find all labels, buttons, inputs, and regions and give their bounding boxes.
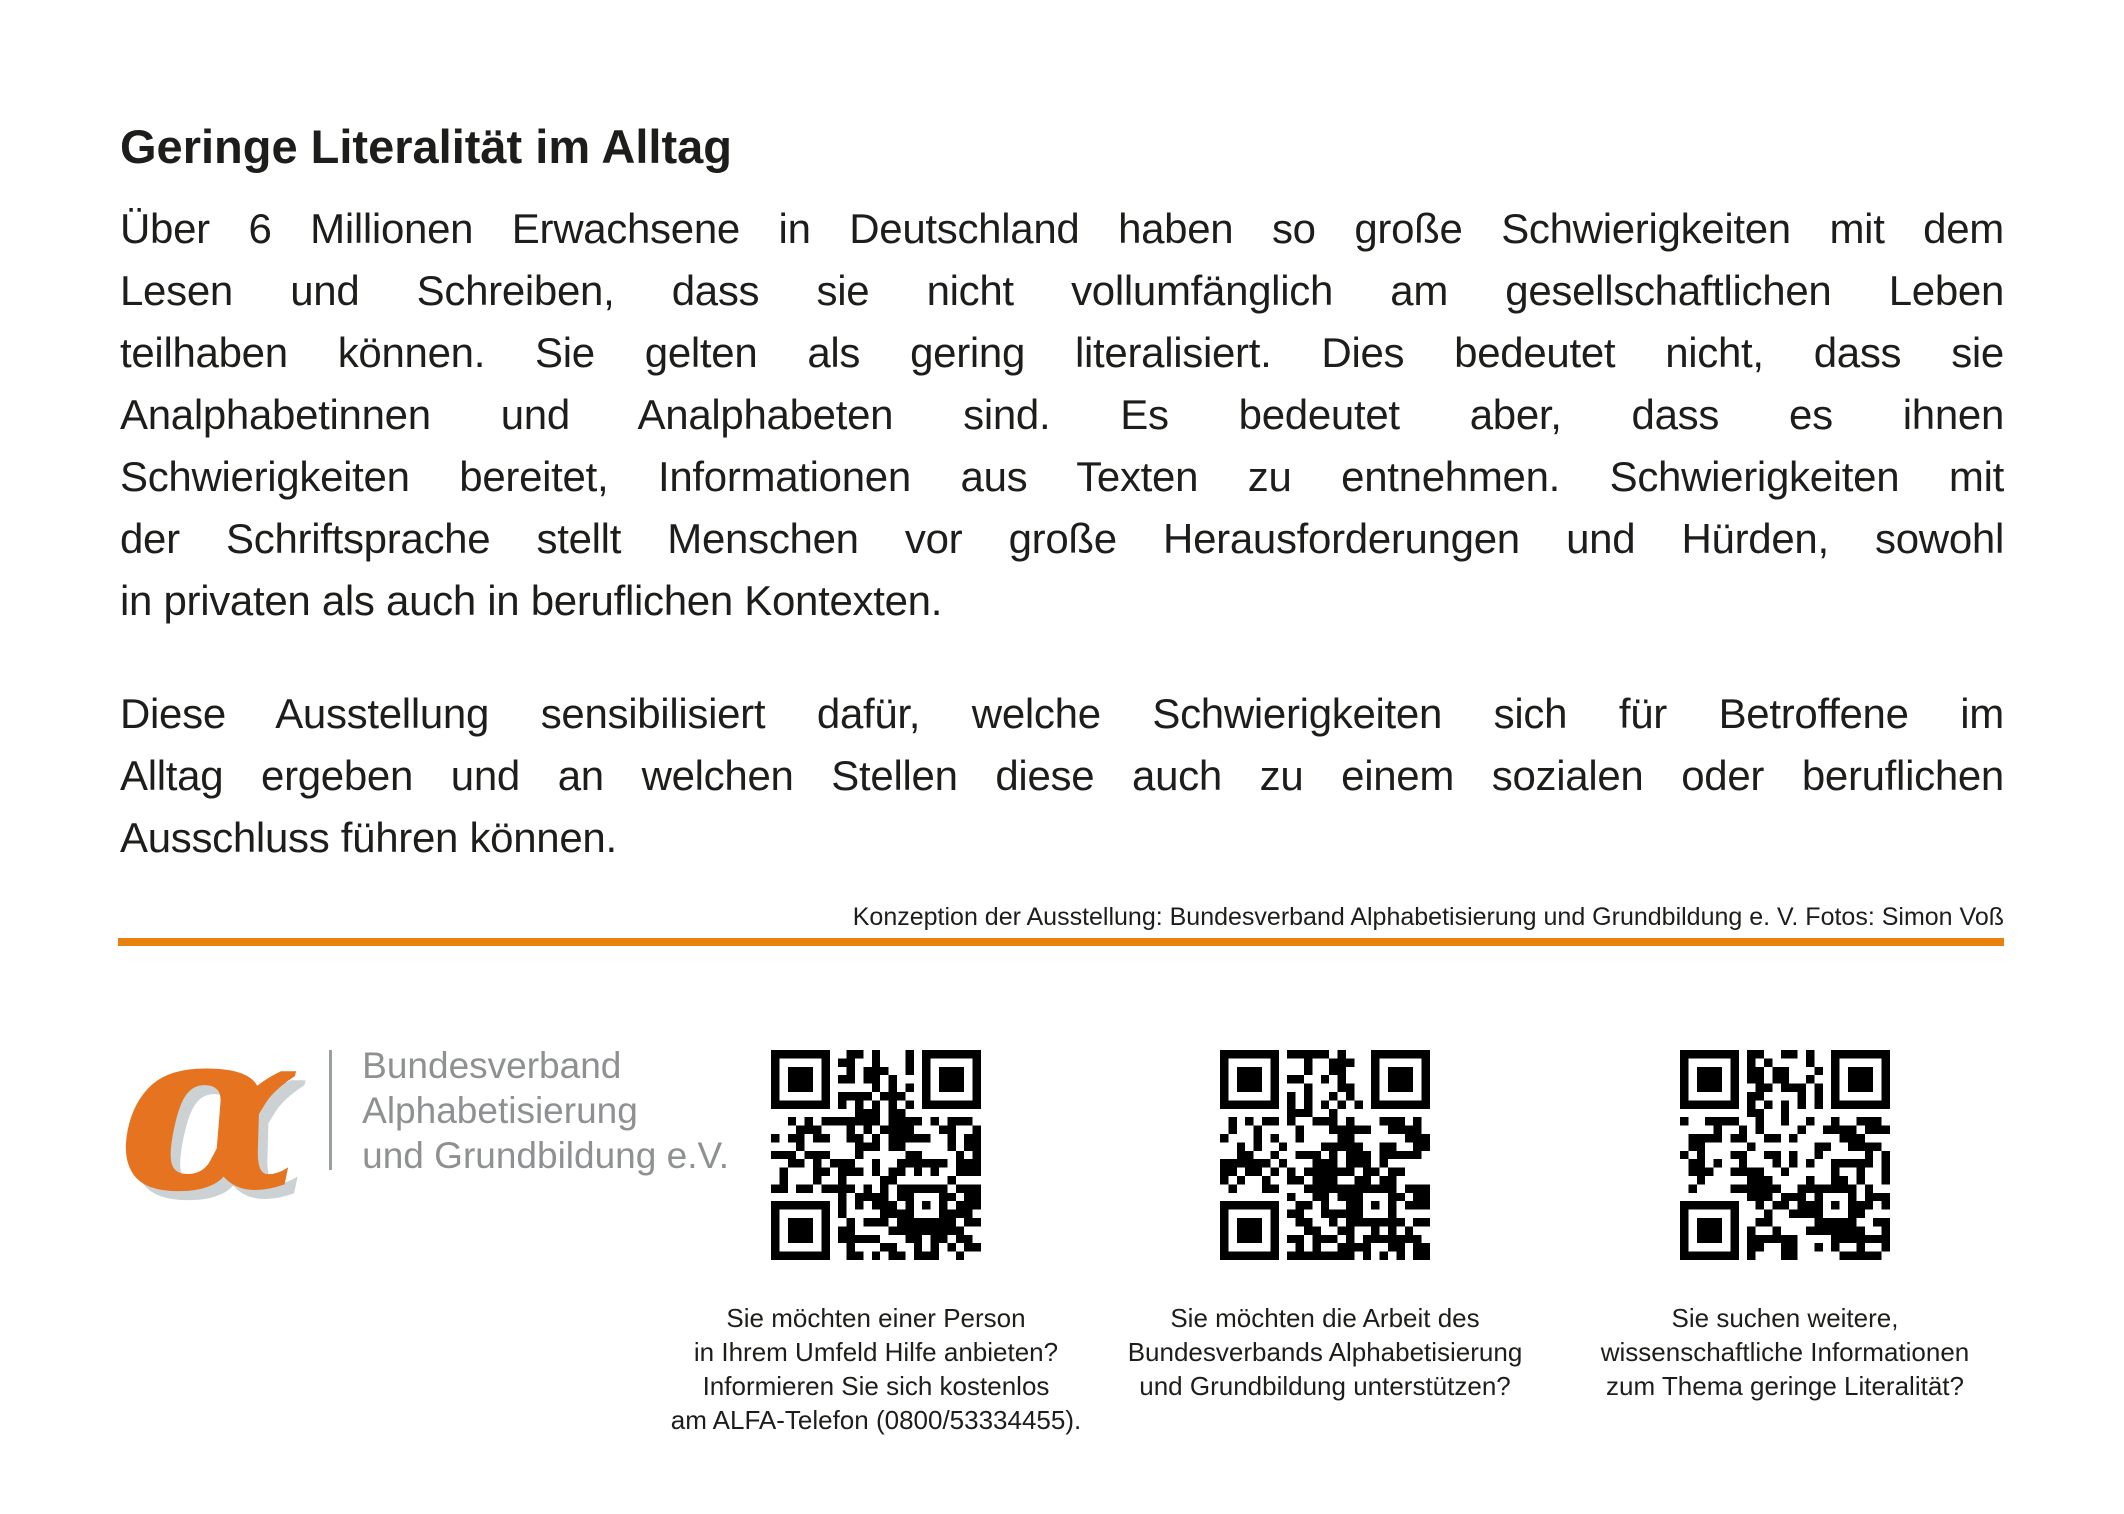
page-title: Geringe Literalität im Alltag bbox=[120, 120, 732, 173]
qr-section-alfa-telefon bbox=[646, 1050, 1106, 1437]
qr-caption-research: Sie suchen weitere, wissenschaftliche Informationen zum Thema geringe Literalität? bbox=[1600, 1303, 1970, 1401]
qr-caption-alfa-telefon: Sie möchten einer Person in Ihrem Umfeld Hilfe anbieten? Informieren Sie sich kostenlos am ALFA-Telefon (0800/53334455). bbox=[670, 1303, 1082, 1435]
organization-logo bbox=[118, 978, 730, 1242]
intro-paragraph: Über 6 Millionen Erwachsene in Deutschland haben so große Schwierigkeiten mit dem Lesen und Schreiben, dass sie nicht vollumfänglich am gesellschaftlichen Leben teilhaben können. Sie gelten als gering literalisiert. Dies bedeutet nicht, dass sie Analphabetinnen und Analphabeten sind. Es bedeutet aber, dass es ihnen Schwierigkeiten bereitet, Informationen aus Texten zu entnehmen. Schwierigkeiten mit der Schriftsprache stellt Menschen vor große Herausforderungen und Hürden, sowohl in privaten als auch in beruflichen Kontexten. bbox=[120, 205, 2004, 624]
organization-name: Bundesverband Alphabetisierung und Grundbildung e.V. bbox=[362, 1044, 730, 1176]
credit-line: Konzeption der Ausstellung: Bundesverband Alphabetisierung und Grundbildung e. V. Fotos: Simon Voß bbox=[852, 903, 2004, 931]
qr-caption-support: Sie möchten die Arbeit des Bundesverbands Alphabetisierung und Grundbildung unterstützen? bbox=[1127, 1303, 1523, 1401]
alpha-logo-icon: α bbox=[118, 978, 302, 1242]
qr-section-support bbox=[1095, 1050, 1555, 1403]
logo-divider-line bbox=[329, 1050, 332, 1170]
qr-code-icon bbox=[771, 1050, 981, 1260]
qr-code-icon bbox=[1220, 1050, 1430, 1260]
qr-code-icon bbox=[1680, 1050, 1890, 1260]
orange-divider-rule bbox=[118, 938, 2004, 946]
exhibition-paragraph: Diese Ausstellung sensibilisiert dafür, welche Schwierigkeiten sich für Betroffene im Alltag ergeben und an welchen Stellen diese auch zu einem sozialen oder beruflichen Ausschluss führen können. bbox=[120, 690, 2004, 861]
qr-section-research bbox=[1555, 1050, 2015, 1403]
